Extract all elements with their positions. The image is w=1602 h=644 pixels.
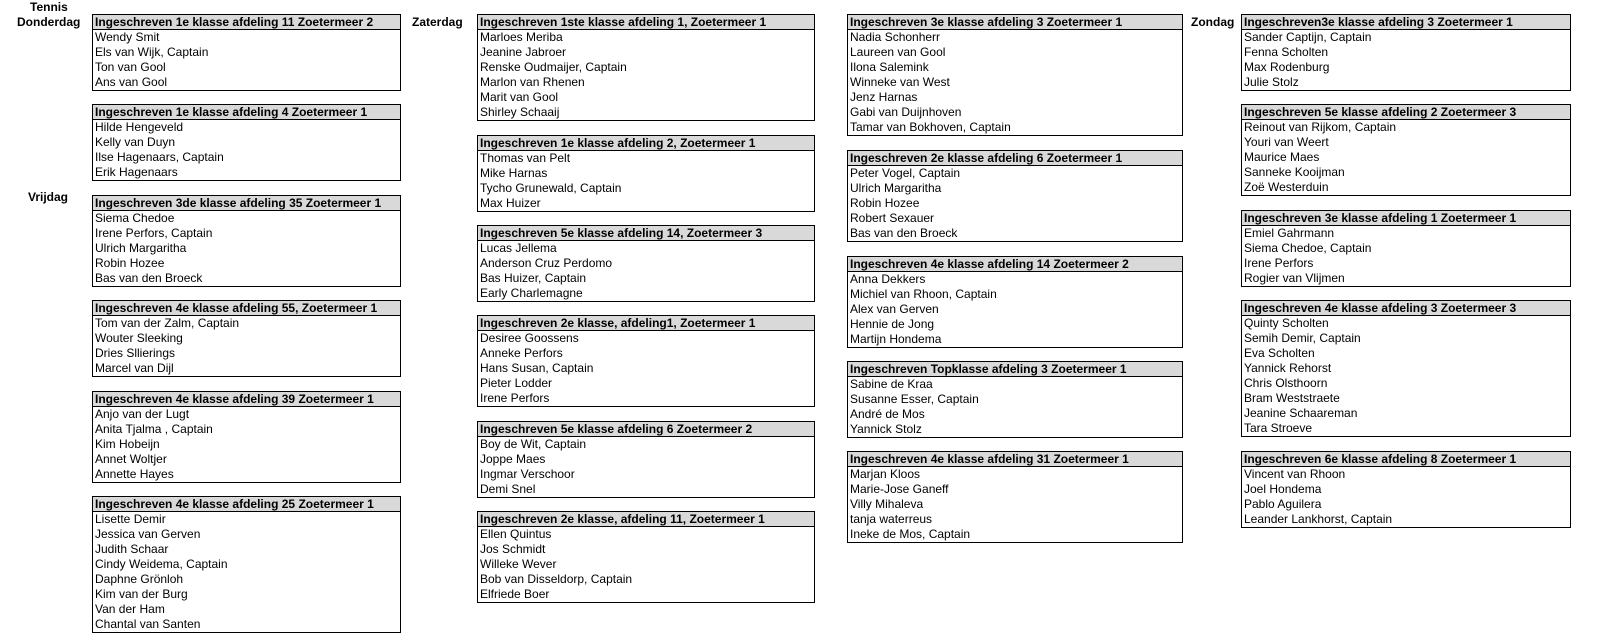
player-row: Zoë Westerduin bbox=[1244, 180, 1329, 194]
team-box bbox=[477, 511, 815, 603]
player-row: Kelly van Duyn bbox=[95, 135, 176, 149]
player-row: Marie-Jose Ganeff bbox=[850, 482, 949, 496]
player-row: Ingmar Verschoor bbox=[480, 467, 575, 481]
team-box bbox=[1241, 104, 1571, 196]
team-title: Ingeschreven 3de klasse afdeling 35 Zoetermeer 1 bbox=[93, 196, 400, 211]
player-row: Tamar van Bokhoven, Captain bbox=[850, 120, 1011, 134]
player-row: Robert Sexauer bbox=[850, 211, 935, 225]
player-row: Joppe Maes bbox=[480, 452, 546, 466]
player-row: Anita Tjalma , Captain bbox=[95, 422, 213, 436]
team-box bbox=[92, 300, 401, 377]
player-row: Joel Hondema bbox=[1244, 482, 1322, 496]
player-row: Dries Sllierings bbox=[95, 346, 176, 360]
player-row: Maurice Maes bbox=[1244, 150, 1320, 164]
team-title: Ingeschreven 2e klasse, afdeling1, Zoetermeer 1 bbox=[478, 316, 814, 331]
player-row: Desiree Goossens bbox=[480, 331, 579, 345]
player-row: Tom van der Zalm, Captain bbox=[95, 316, 240, 330]
player-row: Hans Susan, Captain bbox=[480, 361, 594, 375]
player-row: Annet Woltjer bbox=[95, 452, 167, 466]
team-box bbox=[477, 225, 815, 302]
player-row: Sabine de Kraa bbox=[850, 377, 933, 391]
player-row: Sanneke Kooijman bbox=[1244, 165, 1345, 179]
player-row: Ton van Gool bbox=[95, 60, 166, 74]
team-title: Ingeschreven 1e klasse afdeling 4 Zoetermeer 1 bbox=[93, 105, 400, 120]
player-row: Siema Chedoe bbox=[95, 211, 175, 225]
team-title: Ingeschreven 3e klasse afdeling 1 Zoetermeer 1 bbox=[1242, 211, 1570, 226]
player-row: Lucas Jellema bbox=[480, 241, 557, 255]
player-row: Cindy Weidema, Captain bbox=[95, 557, 228, 571]
player-row: Jeanine Schaareman bbox=[1244, 406, 1358, 420]
team-title: Ingeschreven 2e klasse afdeling 6 Zoetermeer 1 bbox=[848, 151, 1182, 166]
player-row: Ineke de Mos, Captain bbox=[850, 527, 971, 541]
player-row: Jos Schmidt bbox=[480, 542, 546, 556]
player-row: Marlon van Rhenen bbox=[480, 75, 585, 89]
player-row: Chantal van Santen bbox=[95, 617, 201, 631]
player-row: Pablo Aguilera bbox=[1244, 497, 1322, 511]
player-row: Rogier van Vlijmen bbox=[1244, 271, 1345, 285]
player-row: Martijn Hondema bbox=[850, 332, 942, 346]
player-row: Van der Ham bbox=[95, 602, 165, 616]
player-row: Ellen Quintus bbox=[480, 527, 552, 541]
team-box bbox=[92, 104, 401, 181]
player-row: Nadia Schonherr bbox=[850, 30, 941, 44]
team-title: Ingeschreven 2e klasse, afdeling 11, Zoetermeer 1 bbox=[478, 512, 814, 527]
player-row: Hilde Hengeveld bbox=[95, 120, 184, 134]
team-title: Ingeschreven Topklasse afdeling 3 Zoetermeer 1 bbox=[848, 362, 1182, 377]
team-box bbox=[92, 195, 401, 287]
player-row: Els van Wijk, Captain bbox=[95, 45, 209, 59]
team-title: Ingeschreven 6e klasse afdeling 8 Zoetermeer 1 bbox=[1242, 452, 1570, 467]
team-box bbox=[477, 315, 815, 407]
day-label-vrijdag: Vrijdag bbox=[28, 190, 69, 204]
team-box bbox=[847, 14, 1183, 136]
team-title: Ingeschreven 1ste klasse afdeling 1, Zoetermeer 1 bbox=[478, 15, 814, 30]
player-row: Robin Hozee bbox=[95, 256, 165, 270]
team-title: Ingeschreven 4e klasse afdeling 55, Zoetermeer 1 bbox=[93, 301, 400, 316]
team-box bbox=[477, 14, 815, 121]
player-row: Wouter Sleeking bbox=[95, 331, 183, 345]
team-title: Ingeschreven 5e klasse afdeling 6 Zoetermeer 2 bbox=[478, 422, 814, 437]
team-title: Ingeschreven3e klasse afdeling 3 Zoetermeer 1 bbox=[1242, 15, 1570, 30]
player-row: tanja waterreus bbox=[850, 512, 933, 526]
player-row: Boy de Wit, Captain bbox=[480, 437, 587, 451]
player-row: Bas van den Broeck bbox=[95, 271, 203, 285]
player-row: Anjo van der Lugt bbox=[95, 407, 190, 421]
team-title: Ingeschreven 1e klasse afdeling 2, Zoetermeer 1 bbox=[478, 136, 814, 151]
player-row: Bas van den Broeck bbox=[850, 226, 958, 240]
team-box bbox=[477, 135, 815, 212]
player-row: Early Charlemagne bbox=[480, 286, 583, 300]
player-row: Tycho Grunewald, Captain bbox=[480, 181, 622, 195]
player-row: Vincent van Rhoon bbox=[1244, 467, 1346, 481]
player-row: Ilse Hagenaars, Captain bbox=[95, 150, 224, 164]
team-box bbox=[1241, 451, 1571, 528]
player-row: Thomas van Pelt bbox=[480, 151, 571, 165]
player-row: Jessica van Gerven bbox=[95, 527, 201, 541]
player-row: Marcel van Dijl bbox=[95, 361, 174, 375]
player-row: Sander Captijn, Captain bbox=[1244, 30, 1372, 44]
player-row: Elfriede Boer bbox=[480, 587, 550, 601]
player-row: Julie Stolz bbox=[1244, 75, 1299, 89]
player-row: Hennie de Jong bbox=[850, 317, 935, 331]
team-title: Ingeschreven 4e klasse afdeling 14 Zoetermeer 2 bbox=[848, 257, 1182, 272]
player-row: Demi Snel bbox=[480, 482, 536, 496]
player-row: Gabi van Duijnhoven bbox=[850, 105, 962, 119]
team-title: Ingeschreven 1e klasse afdeling 11 Zoetermeer 2 bbox=[93, 15, 400, 30]
player-row: Michiel van Rhoon, Captain bbox=[850, 287, 997, 301]
player-row: Anna Dekkers bbox=[850, 272, 926, 286]
player-row: Siema Chedoe, Captain bbox=[1244, 241, 1372, 255]
team-box bbox=[92, 14, 401, 91]
player-row: Daphne Grönloh bbox=[95, 572, 184, 586]
player-row: Max Rodenburg bbox=[1244, 60, 1330, 74]
team-title: Ingeschreven 4e klasse afdeling 39 Zoetermeer 1 bbox=[93, 392, 400, 407]
player-row: Marit van Gool bbox=[480, 90, 559, 104]
team-box bbox=[847, 451, 1183, 543]
player-row: Shirley Schaaij bbox=[480, 105, 560, 119]
player-row: Eva Scholten bbox=[1244, 346, 1315, 360]
player-row: Irene Perfors bbox=[480, 391, 550, 405]
player-row: Mike Harnas bbox=[480, 166, 548, 180]
day-label-zondag: Zondag bbox=[1191, 15, 1235, 29]
team-box bbox=[1241, 300, 1571, 437]
player-row: Ans van Gool bbox=[95, 75, 168, 89]
team-box bbox=[92, 496, 401, 633]
player-row: Villy Mihaleva bbox=[850, 497, 924, 511]
day-label-donderdag: Donderdag bbox=[17, 15, 81, 29]
player-row: Annette Hayes bbox=[95, 467, 174, 481]
team-box bbox=[847, 150, 1183, 242]
player-row: Jeanine Jabroer bbox=[480, 45, 567, 59]
team-title: Ingeschreven 3e klasse afdeling 3 Zoetermeer 1 bbox=[848, 15, 1182, 30]
player-row: Marloes Meriba bbox=[480, 30, 563, 44]
player-row: Semih Demir, Captain bbox=[1244, 331, 1361, 345]
player-row: Kim van der Burg bbox=[95, 587, 188, 601]
player-row: Peter Vogel, Captain bbox=[850, 166, 961, 180]
player-row: Reinout van Rijkom, Captain bbox=[1244, 120, 1397, 134]
player-row: Renske Oudmaijer, Captain bbox=[480, 60, 627, 74]
player-row: Emiel Gahrmann bbox=[1244, 226, 1335, 240]
player-row: Erik Hagenaars bbox=[95, 165, 178, 179]
player-row: Bas Huizer, Captain bbox=[480, 271, 587, 285]
player-row: Quinty Scholten bbox=[1244, 316, 1329, 330]
player-row: Wendy Smit bbox=[95, 30, 160, 44]
player-row: Anderson Cruz Perdomo bbox=[480, 256, 613, 270]
team-title: Ingeschreven 5e klasse afdeling 2 Zoetermeer 3 bbox=[1242, 105, 1570, 120]
player-row: Susanne Esser, Captain bbox=[850, 392, 979, 406]
player-row: Robin Hozee bbox=[850, 196, 920, 210]
player-row: Bram Weststraete bbox=[1244, 391, 1340, 405]
team-box bbox=[477, 421, 815, 498]
player-row: Fenna Scholten bbox=[1244, 45, 1329, 59]
player-row: Winneke van West bbox=[850, 75, 950, 89]
day-label-zaterdag: Zaterdag bbox=[412, 15, 463, 29]
player-row: Bob van Disseldorp, Captain bbox=[480, 572, 633, 586]
player-row: Pieter Lodder bbox=[480, 376, 553, 390]
player-row: Irene Perfors bbox=[1244, 256, 1314, 270]
player-row: Tara Stroeve bbox=[1244, 421, 1313, 435]
player-row: Irene Perfors, Captain bbox=[95, 226, 213, 240]
team-title: Ingeschreven 4e klasse afdeling 25 Zoetermeer 1 bbox=[93, 497, 400, 512]
player-row: Judith Schaar bbox=[95, 542, 169, 556]
player-row: Max Huizer bbox=[480, 196, 541, 210]
player-row: Yannick Stolz bbox=[850, 422, 922, 436]
day-label-tennis: Tennis bbox=[30, 0, 68, 14]
team-box bbox=[92, 391, 401, 483]
player-row: Anneke Perfors bbox=[480, 346, 563, 360]
player-row: André de Mos bbox=[850, 407, 925, 421]
player-row: Chris Olsthoorn bbox=[1244, 376, 1328, 390]
team-title: Ingeschreven 4e klasse afdeling 3 Zoetermeer 3 bbox=[1242, 301, 1570, 316]
player-row: Leander Lankhorst, Captain bbox=[1244, 512, 1393, 526]
player-row: Laureen van Gool bbox=[850, 45, 946, 59]
player-row: Kim Hobeijn bbox=[95, 437, 160, 451]
team-box bbox=[1241, 210, 1571, 287]
team-box bbox=[847, 361, 1183, 438]
player-row: Marjan Kloos bbox=[850, 467, 921, 481]
team-box bbox=[1241, 14, 1571, 91]
player-row: Yannick Rehorst bbox=[1244, 361, 1332, 375]
player-row: Jenz Harnas bbox=[850, 90, 918, 104]
player-row: Ilona Salemink bbox=[850, 60, 929, 74]
team-title: Ingeschreven 4e klasse afdeling 31 Zoetermeer 1 bbox=[848, 452, 1182, 467]
player-row: Lisette Demir bbox=[95, 512, 166, 526]
team-title: Ingeschreven 5e klasse afdeling 14, Zoetermeer 3 bbox=[478, 226, 814, 241]
player-row: Youri van Weert bbox=[1244, 135, 1329, 149]
player-row: Ulrich Margaritha bbox=[95, 241, 187, 255]
team-box bbox=[847, 256, 1183, 348]
player-row: Alex van Gerven bbox=[850, 302, 939, 316]
player-row: Willeke Wever bbox=[480, 557, 557, 571]
player-row: Ulrich Margaritha bbox=[850, 181, 942, 195]
